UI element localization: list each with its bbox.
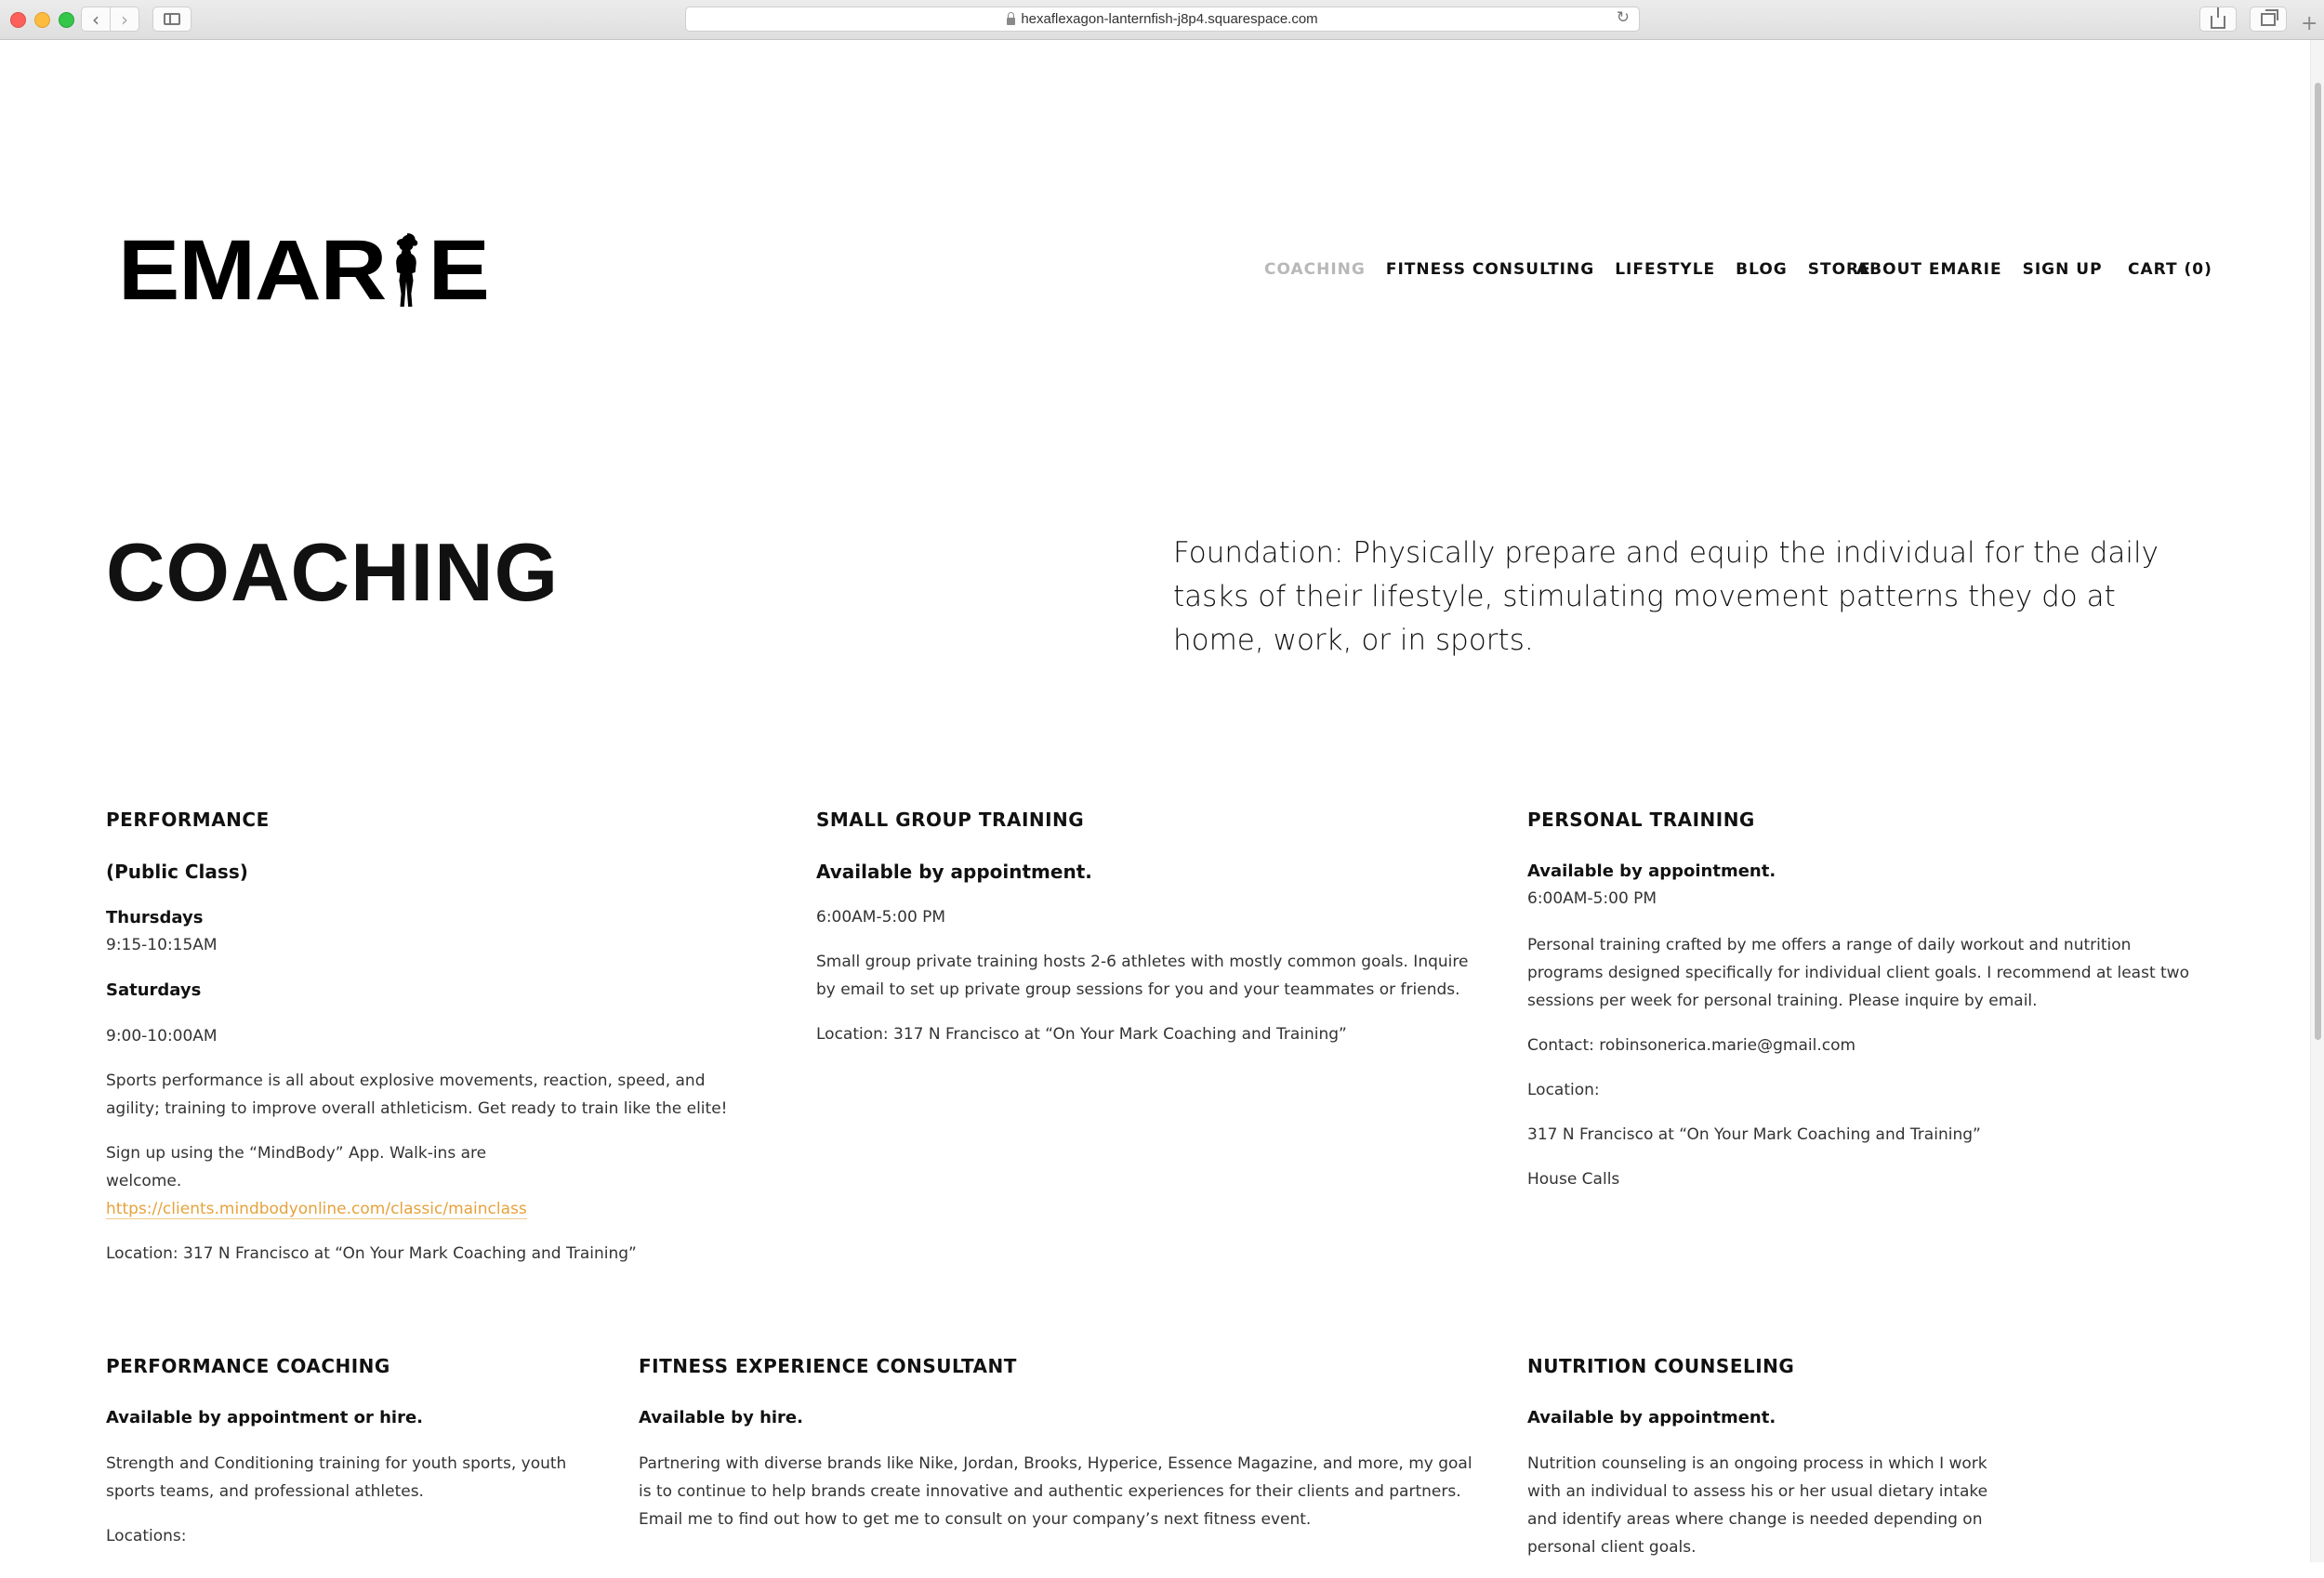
forward-button[interactable] (110, 7, 139, 32)
personal-training-heading: PERSONAL TRAINING (1527, 809, 1755, 831)
nav-blog[interactable]: BLOG (1736, 260, 1788, 279)
intro-text: Foundation: Physically prepare and equip the individual for the daily tasks of their lifestyle, stimulating movement patterns they do at home, work, or in sports. (1173, 536, 2159, 657)
personal-training-description: Personal training crafted by me offers a range of daily workout and nutrition programs designed specifically for individual client goals. I recommend at least two sessions per week for personal training. Please inquire by email. (1527, 936, 2189, 1010)
nav-fitness-consulting[interactable]: FITNESS CONSULTING (1385, 260, 1595, 279)
logo-figure-icon (388, 231, 426, 309)
scrollbar-thumb[interactable] (2315, 83, 2321, 1040)
performance-signup (106, 1139, 552, 1223)
new-tab-icon[interactable]: + (2301, 12, 2318, 35)
personal-training-house-calls: House Calls (1527, 1170, 1620, 1189)
fitness-experience-availability: Available by hire. (639, 1408, 803, 1427)
minimize-window-button[interactable] (34, 12, 50, 28)
small-group-section (816, 807, 1486, 1065)
performance-coaching-section (106, 1353, 608, 1567)
personal-training-contact: Contact: robinsonerica.marie@gmail.com (1527, 1036, 1856, 1055)
personal-training-location-label: Location: (1527, 1081, 1600, 1099)
fitness-experience-heading: FITNESS EXPERIENCE CONSULTANT (639, 1355, 1017, 1377)
nav-sign-up[interactable]: SIGN UP (2022, 260, 2103, 279)
nutrition-heading: NUTRITION COUNSELING (1527, 1355, 1795, 1377)
nav-coaching[interactable]: COACHING (1264, 260, 1366, 279)
browser-toolbar (0, 0, 2324, 40)
back-button[interactable] (81, 7, 111, 32)
mindbody-link[interactable]: https://clients.mindbodyonline.com/classic/mainclass (106, 1200, 527, 1218)
nutrition-section (1527, 1353, 2020, 1578)
performance-section (106, 807, 757, 1284)
performance-coaching-description: Strength and Conditioning training for youth sports, youth sports teams, and professional athletes. (106, 1454, 567, 1501)
performance-signup-text: Sign up using the “MindBody” App. Walk-ins are welcome. (106, 1144, 487, 1190)
performance-time-saturdays: 9:00-10:00AM (106, 1027, 218, 1045)
secondary-navigation (1856, 256, 2103, 283)
chevron-right-icon: › (121, 7, 128, 31)
chevron-left-icon: ‹ (92, 7, 99, 31)
page-title: COACHING (106, 526, 560, 618)
nutrition-availability: Available by appointment. (1527, 1408, 1776, 1427)
cart-link[interactable]: CART (0) (2128, 260, 2212, 279)
share-button[interactable] (2199, 7, 2237, 32)
logo-text-before: EMAR (118, 222, 387, 318)
personal-training-location: 317 N Francisco at “On Your Mark Coaching and Training” (1527, 1125, 1981, 1144)
performance-coaching-availability: Available by appointment or hire. (106, 1408, 424, 1427)
small-group-location: Location: 317 N Francisco at “On Your Mark Coaching and Training” (816, 1025, 1347, 1044)
personal-training-hours: 6:00AM-5:00 PM (1527, 889, 1657, 908)
performance-day-thursdays: Thursdays (106, 908, 204, 927)
performance-description: Sports performance is all about explosive movements, reaction, speed, and agility; training to improve overall athleticism. Get ready to train like the elite! (106, 1072, 728, 1118)
logo-text-after: E (428, 222, 489, 318)
url-text: hexaflexagon-lanternfish-j8p4.squarespace.com (1021, 11, 1318, 27)
sidebar-icon (164, 13, 180, 25)
performance-coaching-locations-label: Locations: (106, 1527, 187, 1545)
sidebar-toggle-button[interactable] (152, 7, 191, 32)
nav-lifestyle[interactable]: LIFESTYLE (1615, 260, 1716, 279)
tabs-icon (2261, 13, 2276, 26)
cart-navigation (2128, 256, 2212, 283)
lock-icon (1007, 18, 1015, 25)
nav-about-emarie[interactable]: ABOUT EMARIE (1856, 260, 2002, 279)
small-group-hours: 6:00AM-5:00 PM (816, 908, 946, 927)
share-icon (2211, 16, 2225, 29)
tab-overview-button[interactable] (2250, 7, 2287, 32)
site-logo[interactable] (118, 222, 489, 318)
reload-icon[interactable]: ↻ (1616, 8, 1630, 27)
performance-coaching-heading: PERFORMANCE COACHING (106, 1355, 390, 1377)
performance-subheading: (Public Class) (106, 861, 248, 883)
zoom-window-button[interactable] (59, 12, 74, 28)
small-group-availability: Available by appointment. (816, 861, 1092, 883)
nutrition-description: Nutrition counseling is an ongoing process in which I work with an individual to assess his or her usual dietary intake and identify areas where change is needed depending on personal client goals. (1527, 1454, 1988, 1557)
page-scrollbar[interactable] (2310, 40, 2324, 1562)
performance-location: Location: 317 N Francisco at “On Your Mark Coaching and Training” (106, 1244, 637, 1263)
close-window-button[interactable] (10, 12, 26, 28)
performance-day-saturdays: Saturdays (106, 980, 202, 1000)
personal-training-section (1527, 807, 2206, 1210)
fitness-experience-description: Partnering with diverse brands like Nike, Jordan, Brooks, Hyperice, Essence Magazine, and more, my goal is to continue to help brands create innovative and authentic experiences for their clients and partners. Email me to find out how to get me to consult on your company’s next fitness event. (639, 1454, 1472, 1529)
nav-store[interactable]: STORE (1807, 260, 1871, 279)
main-navigation (1264, 256, 1871, 283)
small-group-heading: SMALL GROUP TRAINING (816, 809, 1085, 831)
fitness-experience-section (639, 1353, 1485, 1550)
address-bar[interactable] (685, 7, 1640, 32)
performance-heading: PERFORMANCE (106, 809, 270, 831)
performance-time-thursdays: 9:15-10:15AM (106, 936, 218, 954)
small-group-description: Small group private training hosts 2-6 athletes with mostly common goals. Inquire by email to set up private group sessions for you and your teammates or friends. (816, 953, 1469, 999)
personal-training-availability: Available by appointment. (1527, 861, 1776, 881)
